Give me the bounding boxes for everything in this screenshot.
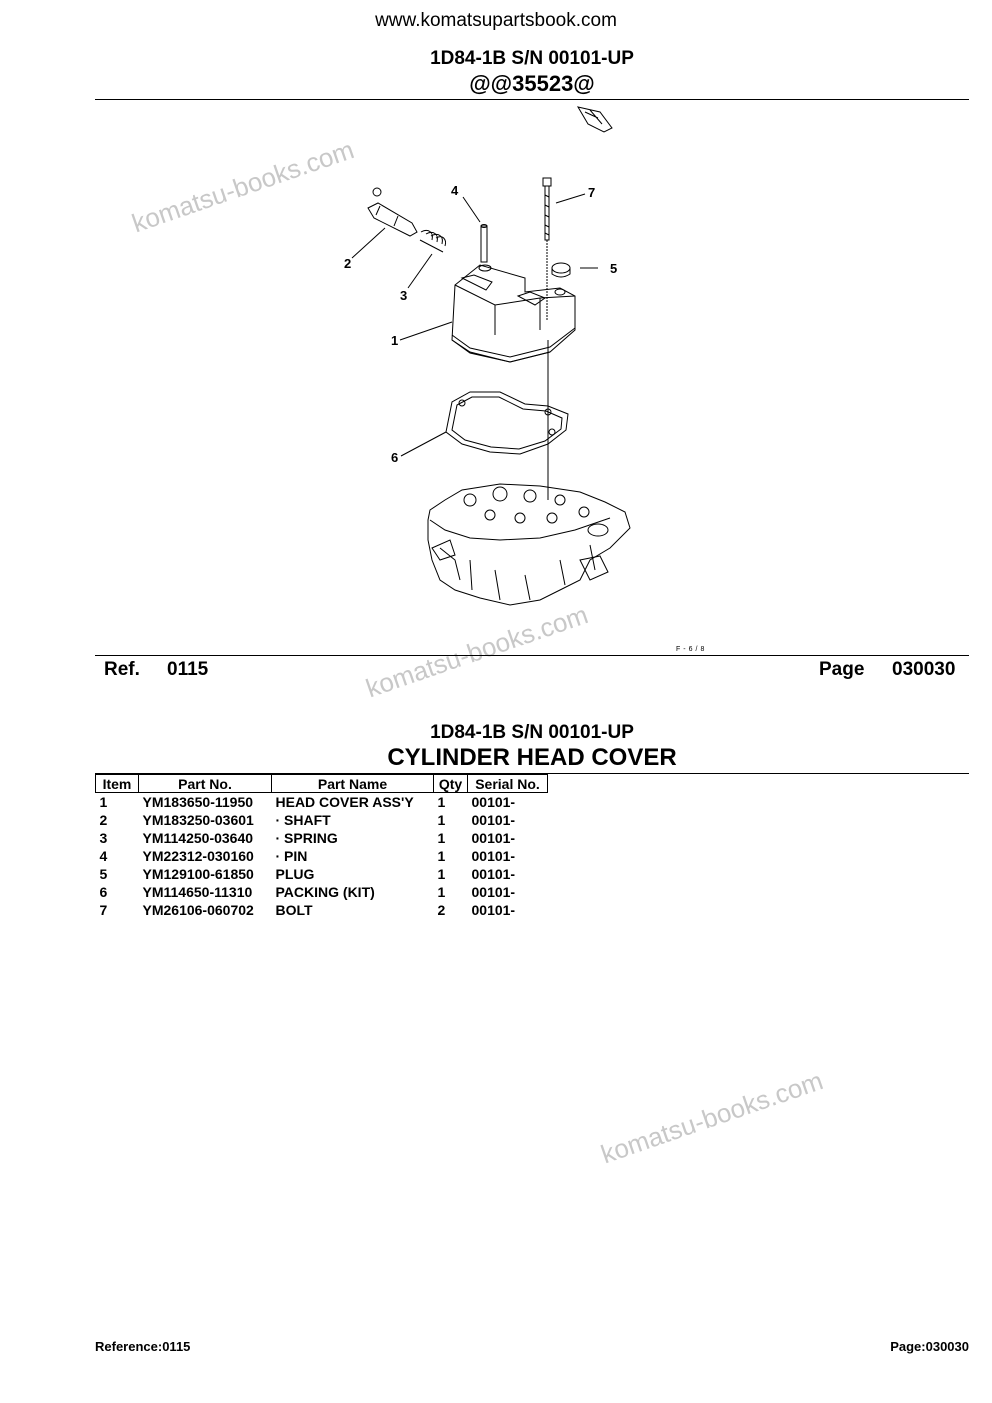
watermark: komatsu-books.com [597,1065,827,1170]
cell-qty: 1 [437,830,446,846]
col-header-part-no: Part No. [139,775,272,793]
cell-part-no: YM129100-61850 [142,866,254,882]
callout-5: 5 [610,261,618,276]
table-row [96,883,548,901]
page-code: @@35523@ [469,71,595,96]
watermark: komatsu-books.com [362,599,592,704]
cell-part-no: YM22312-030160 [142,848,254,864]
table-header-row [96,775,548,793]
cell-serial-no: 00101- [471,830,516,846]
cell-qty: 2 [437,902,446,918]
cell-serial-no: 00101- [471,812,516,828]
table-row [96,901,548,919]
cell-part-no: YM183250-03601 [142,812,254,828]
cell-serial-no: 00101- [471,866,516,882]
site-url: www.komatsupartsbook.com [375,10,617,31]
callout-4: 4 [451,183,459,198]
cell-part-name: PACKING (KIT) [275,884,375,900]
col-header-part-name: Part Name [272,775,434,793]
ref-label: Ref. [104,659,140,680]
table-row [96,829,548,847]
table-row [96,865,548,883]
section-title: CYLINDER HEAD COVER [387,744,677,771]
plug-part [552,263,570,277]
cell-part-no: YM183650-11950 [142,794,254,810]
parts-table [95,774,548,919]
bolt-part [543,178,551,500]
section-model-serial: 1D84-1B S/N 00101-UP [430,722,634,743]
cell-serial-no: 00101- [471,848,516,864]
model-serial-heading: 1D84-1B S/N 00101-UP [430,48,634,69]
cell-item: 4 [99,848,108,864]
ref-bar-divider [95,655,969,656]
page-value: 030030 [892,659,956,680]
cell-part-no: YM114650-11310 [142,884,253,900]
head-cover-part [452,265,575,362]
cell-item: 3 [99,830,108,846]
cell-item: 5 [99,866,108,882]
leader-lines [352,194,598,456]
cell-qty: 1 [437,848,446,864]
cell-serial-no: 00101- [471,902,516,918]
callout-1: 1 [391,333,399,348]
shaft-part [368,188,417,236]
table-row [96,793,548,812]
cell-part-no: YM114250-03640 [142,830,254,846]
cell-qty: 1 [437,884,446,900]
footer-reference: Reference:0115 [95,1339,191,1354]
cell-qty: 1 [437,812,446,828]
col-header-serial-no: Serial No. [468,775,548,793]
table-row [96,847,548,865]
cell-part-name: HEAD COVER ASS'Y [275,794,414,810]
callout-2: 2 [344,256,352,271]
cell-item: 7 [99,902,108,918]
cell-part-name: · SPRING [275,830,338,846]
cell-part-name: BOLT [275,902,313,918]
cell-serial-no: 00101- [471,794,516,810]
gasket-part [446,392,568,454]
table-row [96,811,548,829]
orientation-arrow-icon [578,107,612,132]
cell-part-name: PLUG [275,866,315,882]
callout-3: 3 [400,288,408,303]
callout-6: 6 [391,450,399,465]
page-label: Page [819,659,865,680]
spring-part [420,230,446,252]
cell-qty: 1 [437,866,446,882]
cell-item: 6 [99,884,108,900]
cell-qty: 1 [437,794,446,810]
cell-item: 2 [99,812,108,828]
figure-id: F-6/8 [676,646,708,653]
cell-part-name: · PIN [275,848,308,864]
cell-serial-no: 00101- [471,884,516,900]
callout-7: 7 [588,185,596,200]
col-header-qty: Qty [434,775,468,793]
cell-part-no: YM26106-060702 [142,902,254,918]
footer-page: Page:030030 [890,1339,969,1354]
pin-part [481,225,487,263]
watermark: komatsu-books.com [128,134,358,239]
ref-value: 0115 [167,659,209,680]
cell-item: 1 [99,794,108,810]
cylinder-head-part [428,484,630,605]
col-header-item: Item [96,775,139,793]
cell-part-name: · SHAFT [275,812,331,828]
